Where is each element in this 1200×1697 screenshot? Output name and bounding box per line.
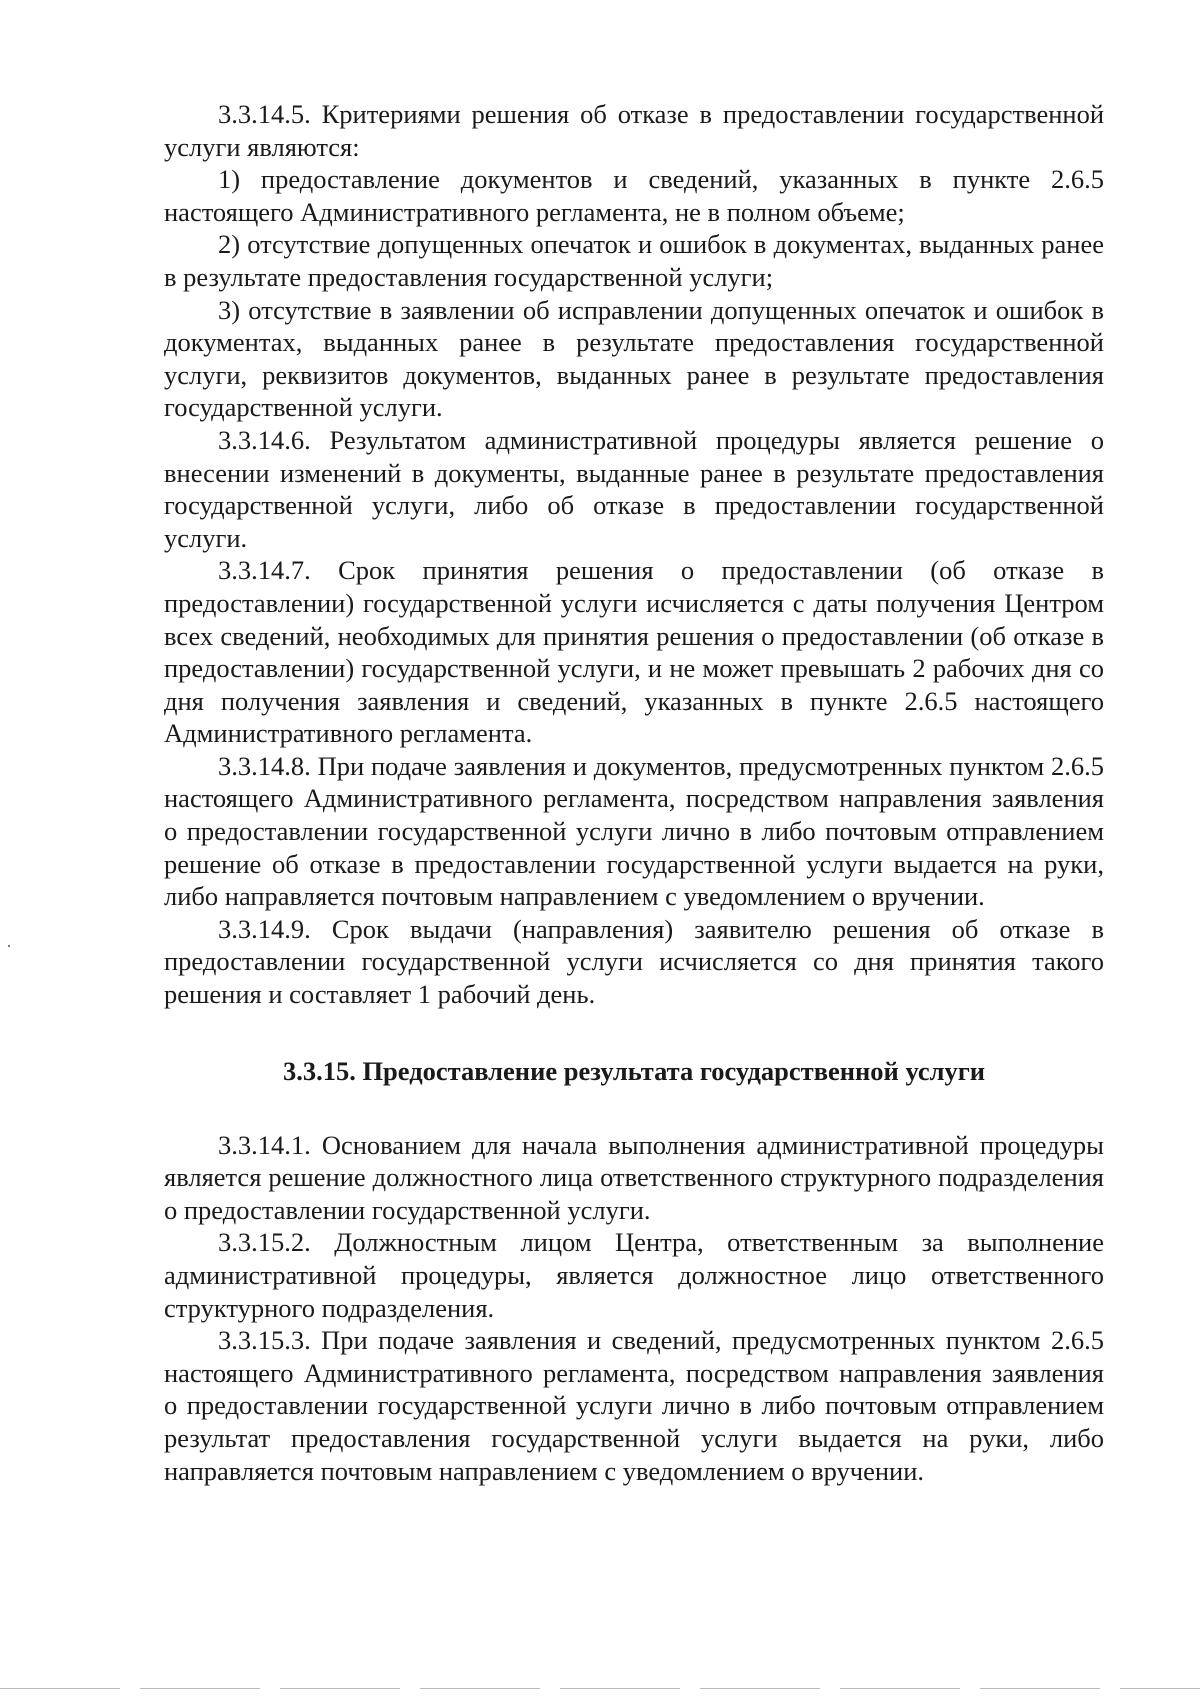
paragraph-3-3-14-8: 3.3.14.8. При подаче заявления и документов, предусмотренных пунктом 2.6.5 настоящего Административного регламента, посредством направления заявления о предоставлении государственной услуги лично в либо почтовым отправлением решение об отказе в предоставлении государственной услуги выдается на руки, либо направляется почтовым направлением с уведомлением о вручении. [164,750,1104,912]
scan-bottom-rule [0,1688,1200,1689]
paragraph-3-3-15-2: 3.3.15.2. Должностным лицом Центра, ответственным за выполнение административной процедуры, является должностное лицо ответственного структурного подразделения. [164,1227,1104,1323]
document-page [164,98,1104,1487]
paragraph-3-3-14-9: 3.3.14.9. Срок выдачи (направления) заявителю решения об отказе в предоставлении государственной услуги исчисляется со дня принятия такого решения и составляет 1 рабочий день. [164,913,1104,1010]
paragraph-3-3-14-5: 3.3.14.5. Критериями решения об отказе в предоставлении государственной услуги являются: [164,99,1104,162]
paragraph-list-item-1: 1) предоставление документов и сведений, указанных в пункте 2.6.5 настоящего Административного регламента, не в полном объеме; [164,164,1104,227]
paragraph-3-3-14-1: 3.3.14.1. Основанием для начала выполнения административной процедуры является решение должностного лица ответственного структурного подразделения о предоставлении государственной услуги. [164,1129,1104,1225]
paragraph-3-3-14-7: 3.3.14.7. Срок принятия решения о предоставлении (об отказе в предоставлении) государственной услуги исчисляется с даты получения Центром всех сведений, необходимых для принятия решения о предоставлении (об отказе в предоставлении) государственной услуги, и не может превышать 2 рабочих дня со дня получения заявления и сведений, указанных в пункте 2.6.5 настоящего Административного регламента. [164,555,1104,749]
scan-speck [8,945,10,947]
paragraph-3-3-14-6: 3.3.14.6. Результатом административной процедуры является решение о внесении изменений в документы, выданные ранее в результате предоставления государственной услуги, либо об отказе в предоставлении государственной услуги. [164,424,1104,553]
paragraph-list-item-3: 3) отсутствие в заявлении об исправлении допущенных опечаток и ошибок в документах, выданных ранее в результате предоставления государственной услуги, реквизитов документов, выданных ранее в результате предоставления государственной услуги. [164,294,1104,423]
paragraph-3-3-15-3: 3.3.15.3. При подаче заявления и сведений, предусмотренных пунктом 2.6.5 настоящего Административного регламента, посредством направления заявления о предоставлении государственной услуги лично в либо почтовым отправлением результат предоставления государственной услуги выдается на руки, либо направляется почтовым направлением с уведомлением о вручении. [164,1325,1104,1486]
section-heading: 3.3.15. Предоставление результата государственной услуги [282,1055,986,1086]
paragraph-list-item-2: 2) отсутствие допущенных опечаток и ошибок в документах, выданных ранее в результате предоставления государственной услуги; [164,229,1104,292]
